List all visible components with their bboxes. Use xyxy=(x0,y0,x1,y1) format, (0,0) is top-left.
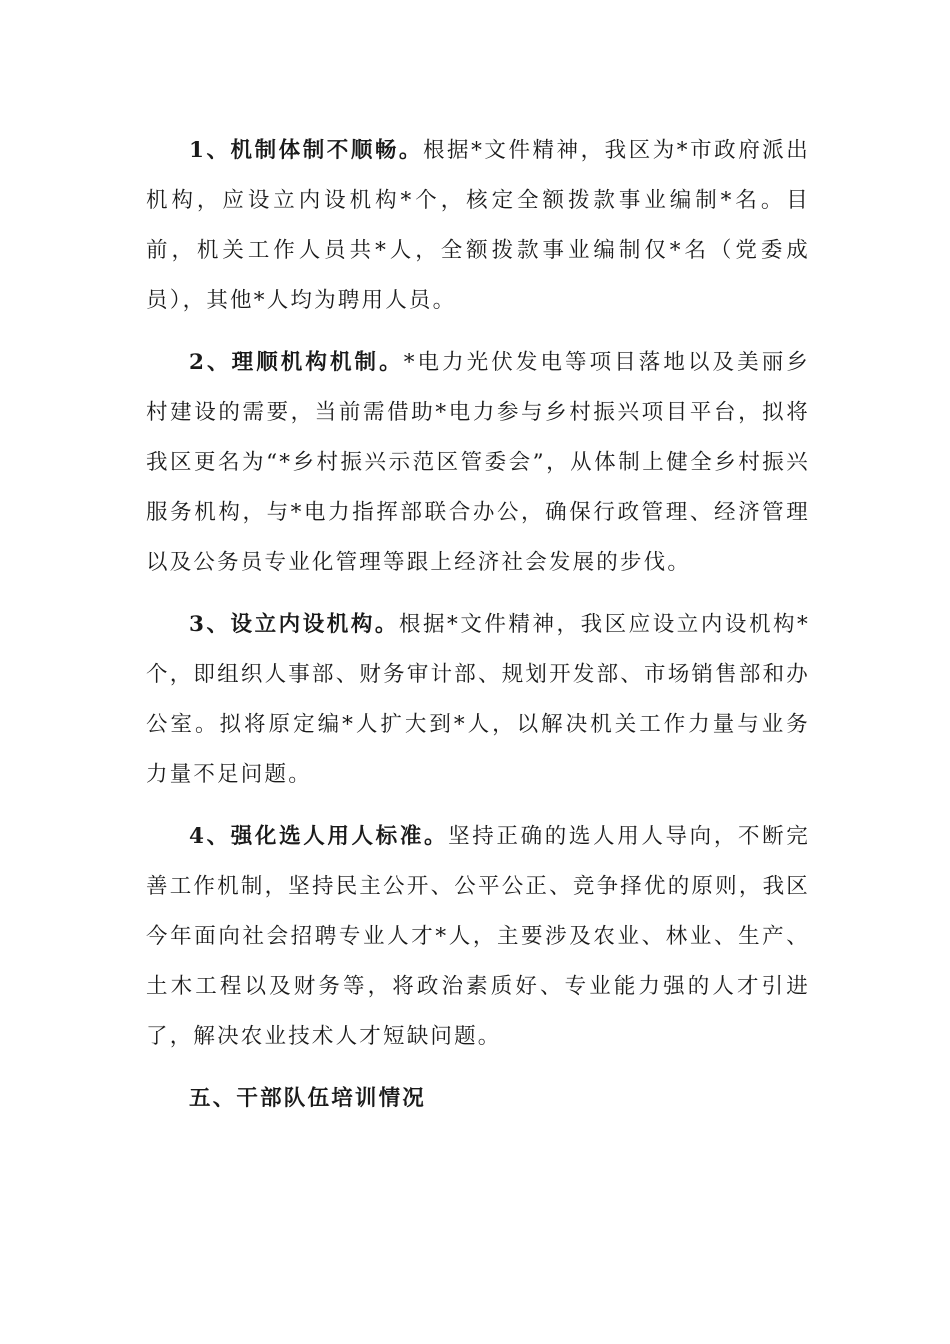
paragraph-1 xyxy=(146,126,810,326)
paragraph-4-lead: 4、强化选人用人标准。 xyxy=(189,824,449,849)
paragraph-2 xyxy=(146,338,810,588)
paragraph-3-lead: 3、设立内设机构。 xyxy=(189,612,399,637)
section-heading: 五、干部队伍培训情况 xyxy=(189,1086,427,1111)
paragraph-3 xyxy=(146,600,810,800)
paragraph-1-lead: 1、机制体制不顺畅。 xyxy=(189,138,423,163)
paragraph-3-body: 根据*文件精神，我区应设立内设机构*个，即组织人事部、财务审计部、规划开发部、市场销售部和办公室。拟将原定编*人扩大到*人，以解决机关工作力量与业务力量不足问题。 xyxy=(146,612,810,787)
paragraph-2-body: *电力光伏发电等项目落地以及美丽乡村建设的需要，当前需借助*电力参与乡村振兴项目平台，拟将我区更名为“*乡村振兴示范区管委会”，从体制上健全乡村振兴服务机构，与*电力指挥部联合办公，确保行政管理、经济管理以及公务员专业化管理等跟上经济社会发展的步伐。 xyxy=(146,350,811,575)
paragraph-4-body: 坚持正确的选人用人导向，不断完善工作机制，坚持民主公开、公平公正、竞争择优的原则，我区今年面向社会招聘专业人才*人，主要涉及农业、林业、生产、土木工程以及财务等，将政治素质好、专业能力强的人才引进了，解决农业技术人才短缺问题。 xyxy=(146,824,810,1049)
paragraph-1-body: 根据*文件精神，我区为*市政府派出机构，应设立内设机构*个，核定全额拨款事业编制*名。目前，机关工作人员共*人，全额拨款事业编制仅*名（党委成员），其他*人均为聘用人员。 xyxy=(146,138,811,313)
paragraph-2-lead: 2、理顺机构机制。 xyxy=(189,350,404,375)
paragraph-4 xyxy=(146,812,810,1062)
